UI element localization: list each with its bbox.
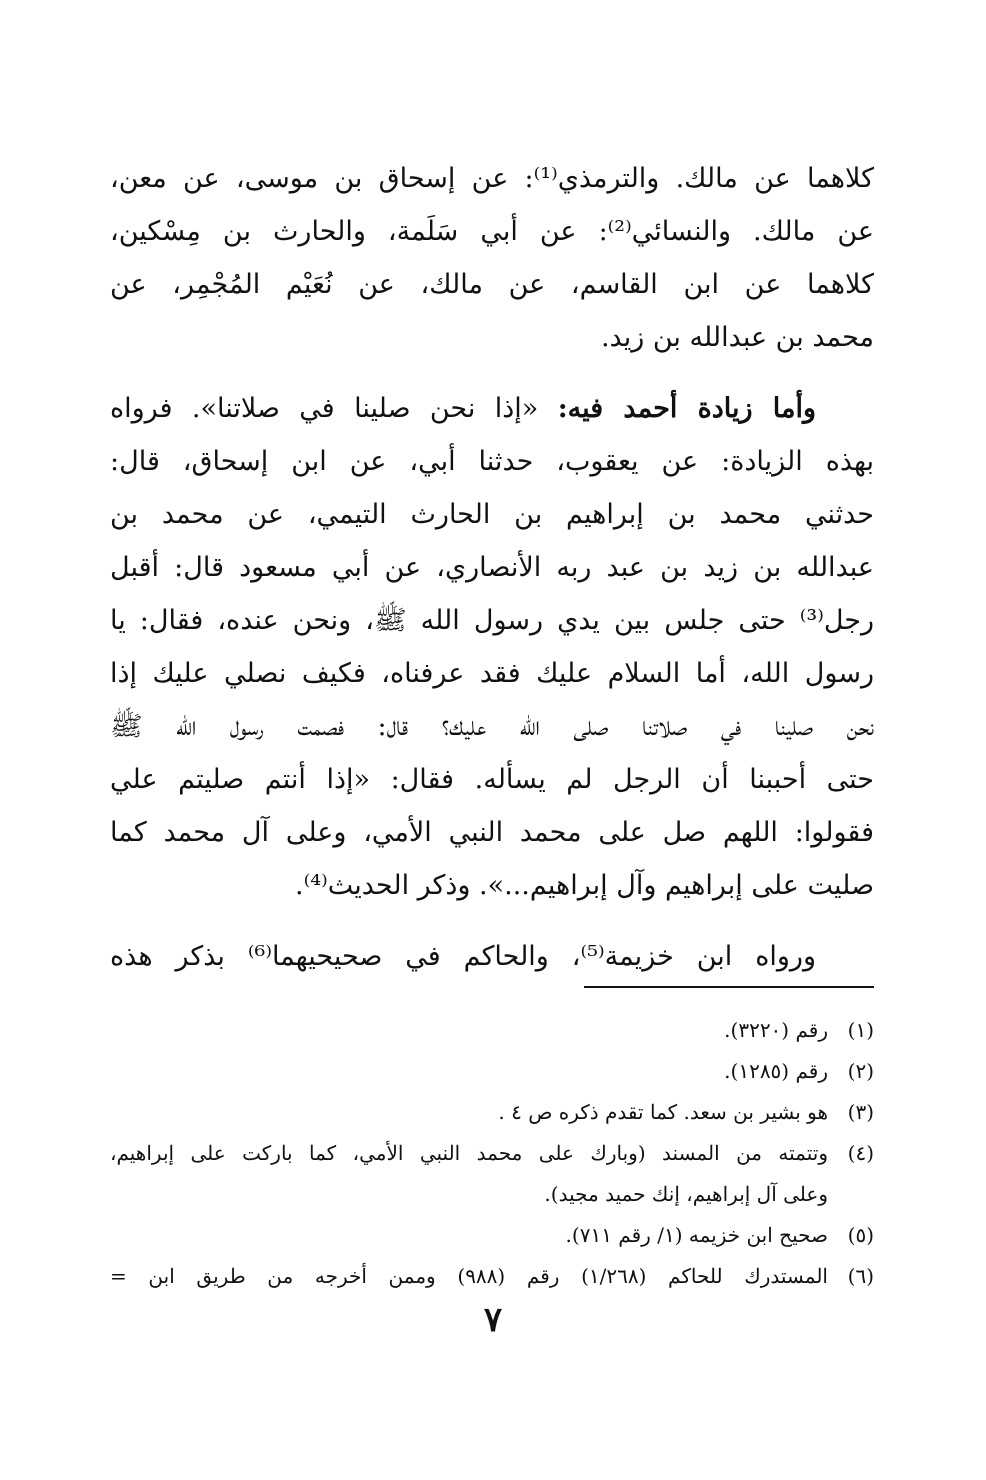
para-lead: وأما زيادة أحمد فيه: bbox=[557, 393, 816, 424]
text-line: بهذه الزيادة: عن يعقوب، حدثنا أبي، عن ابن إسحاق، قال: bbox=[110, 446, 874, 477]
footnotes bbox=[110, 1010, 874, 1297]
footnote-text: رقم (١٢٨٥). bbox=[724, 1059, 828, 1083]
footnote-separator bbox=[584, 986, 874, 988]
text-line: عن مالك. والنسائي⁽²⁾: عن أبي سَلَمة، والحارث بن مِسْكين، bbox=[110, 216, 874, 247]
main-text bbox=[110, 152, 874, 983]
footnote-text: رقم (٣٢٢٠). bbox=[724, 1018, 828, 1042]
footnote-text: وعلى آل إبراهيم، إنك حميد مجيد). bbox=[544, 1182, 828, 1206]
footnote-number: (٦) bbox=[847, 1264, 874, 1288]
text-line: كلاهما عن مالك. والترمذي⁽¹⁾: عن إسحاق بن موسى، عن معن، bbox=[110, 163, 875, 194]
footnote bbox=[110, 1051, 874, 1092]
text-line: نحن صلينا في صلاتنا صلى الله عليك؟ قال: فصمت رسول الله ﷺ bbox=[110, 711, 874, 742]
footnote-number: (٤) bbox=[847, 1141, 874, 1165]
text-line: فقولوا: اللهم صل على محمد النبي الأمي، وعلى آل محمد كما bbox=[110, 817, 874, 848]
footnote-text: هو بشير بن سعد. كما تقدم ذكره ص ٤ . bbox=[498, 1100, 828, 1124]
page-number: ٧ bbox=[483, 1300, 503, 1340]
footnote-number: (١) bbox=[847, 1018, 874, 1042]
text-line: حتى أحببنا أن الرجل لم يسأله. فقال: «إذا أنتم صليتم علي bbox=[110, 764, 874, 795]
footnote bbox=[110, 1215, 874, 1256]
footnote-text: وتتمته من المسند (وبارك على محمد النبي الأمي، كما باركت على إبراهيم، bbox=[110, 1141, 828, 1165]
footnote-number: (٥) bbox=[847, 1223, 874, 1247]
footnote-text: المستدرك للحاكم (١/٢٦٨) رقم (٩٨٨) وممن أخرجه من طريق ابن = bbox=[110, 1264, 828, 1288]
text-line: رجل⁽³⁾ حتى جلس بين يدي رسول الله ﷺ، ونحن عنده، فقال: يا bbox=[110, 605, 874, 636]
text-line: كلاهما عن ابن القاسم، عن مالك، عن نُعَيْم المُجْمِر، عن bbox=[110, 269, 874, 300]
footnote bbox=[110, 1010, 874, 1051]
text-line: عبدالله بن زيد بن عبد ربه الأنصاري، عن أبي مسعود قال: أقبل bbox=[110, 552, 874, 583]
footnote-number: (٢) bbox=[847, 1059, 874, 1083]
text-line: صليت على إبراهيم وآل إبراهيم...». وذكر الحديث⁽⁴⁾. bbox=[295, 870, 874, 901]
footnote bbox=[110, 1133, 874, 1215]
text-line: حدثني محمد بن إبراهيم بن الحارث التيمي، عن محمد بن bbox=[110, 499, 874, 530]
footnote-number: (٣) bbox=[847, 1100, 874, 1124]
footnote bbox=[110, 1092, 874, 1133]
footnote bbox=[110, 1256, 874, 1297]
text-line bbox=[110, 382, 874, 435]
text-line: محمد بن عبدالله بن زيد. bbox=[600, 322, 874, 353]
para-lead-rest: «إذا نحن صلينا في صلاتنا». فرواه bbox=[110, 393, 558, 424]
footnote-text: صحيح ابن خزيمه (١/ رقم ٧١١). bbox=[565, 1223, 828, 1247]
text-line: رسول الله، أما السلام عليك فقد عرفناه، فكيف نصلي عليك إذا bbox=[110, 658, 874, 689]
text-line: ورواه ابن خزيمة⁽⁵⁾، والحاكم في صحيحيهما⁽⁶⁾ بذكر هذه bbox=[110, 941, 816, 972]
